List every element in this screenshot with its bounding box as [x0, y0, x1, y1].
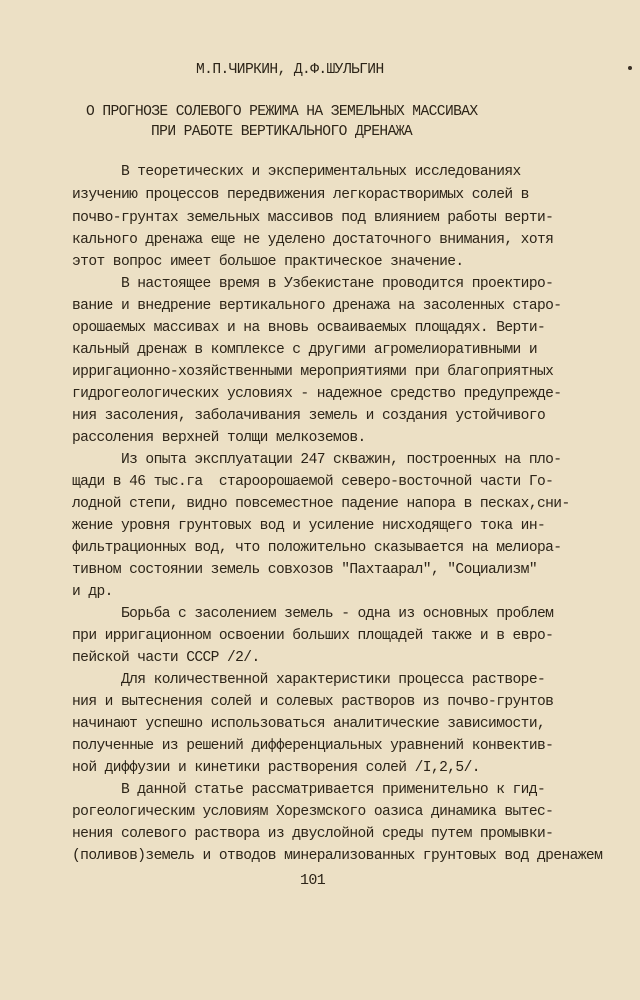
body-line: пейской части СССР /2/. — [72, 650, 260, 666]
body-line: при ирригационном освоении больших площадей также и в евро- — [72, 628, 554, 644]
body-line: Борьба с засолением земель - одна из основных проблем — [72, 606, 554, 622]
page-number: 101 — [300, 872, 326, 889]
body-line: почво-грунтах земельных массивов под влиянием работы верти- — [72, 210, 554, 226]
body-line: гидрогеологических условиях - надежное средство предупрежде- — [72, 386, 562, 402]
authors-line: М.П.ЧИРКИН, Д.Ф.ШУЛЬГИН — [196, 62, 384, 78]
body-line: этот вопрос имеет большое практическое значение. — [72, 254, 464, 270]
body-line: орошаемых массивах и на вновь осваиваемых площадях. Верти- — [72, 320, 546, 336]
body-line: фильтрационных вод, что положительно сказывается на мелиора- — [72, 540, 562, 556]
body-line: нения солевого раствора из двуслойной среды путем промывки- — [72, 826, 554, 842]
title-line-2: ПРИ РАБОТЕ ВЕРТИКАЛЬНОГО ДРЕНАЖА — [151, 124, 413, 140]
body-line: щади в 46 тыс.га староорошаемой северо-восточной части Го- — [72, 474, 554, 490]
body-line: Из опыта эксплуатации 247 скважин, построенных на пло- — [72, 452, 562, 468]
body-line: В данной статье рассматривается применительно к гид- — [72, 782, 546, 798]
body-line: В теоретических и экспериментальных исследованиях — [72, 164, 521, 180]
body-line: (поливов)земель и отводов минерализованных грунтовых вод дренажем — [72, 848, 603, 864]
body-line: Для количественной характеристики процесса растворе- — [72, 672, 546, 688]
body-line: и др. — [72, 584, 113, 600]
body-line: лодной степи, видно повсеместное падение напора в песках,сни- — [72, 496, 570, 512]
body-line: начинают успешно использоваться аналитические зависимости, — [72, 716, 546, 732]
ink-speck — [628, 66, 632, 70]
body-line: вание и внедрение вертикального дренажа на засоленных старо- — [72, 298, 562, 314]
body-line: ирригационно-хозяйственными мероприятиями при благоприятных — [72, 364, 554, 380]
body-line: ной диффузии и кинетики растворения солей /I,2,5/. — [72, 760, 480, 776]
body-line: кальный дренаж в комплексе с другими агромелиоративными и — [72, 342, 537, 358]
body-line: полученные из решений дифференциальных уравнений конвектив- — [72, 738, 554, 754]
body-line: изучению процессов передвижения легкорастворимых солей в — [72, 187, 529, 203]
title-line-1: О ПРОГНОЗЕ СОЛЕВОГО РЕЖИМА НА ЗЕМЕЛЬНЫХ МАССИВАХ — [86, 104, 478, 120]
body-line: ния и вытеснения солей и солевых растворов из почво-грунтов — [72, 694, 554, 710]
body-line: В настоящее время в Узбекистане проводится проектиро- — [72, 276, 554, 292]
body-line: жение уровня грунтовых вод и усиление нисходящего тока ин- — [72, 518, 546, 534]
body-line: рогеологическим условиям Хорезмского оазиса динамика вытес- — [72, 804, 554, 820]
body-line: кального дренажа еще не уделено достаточного внимания, хотя — [72, 232, 554, 248]
body-line: рассоления верхней толщи мелкоземов. — [72, 430, 366, 446]
body-line: ния засоления, заболачивания земель и создания устойчивого — [72, 408, 546, 424]
body-line: тивном состоянии земель совхозов "Пахтаарал", "Социализм" — [72, 562, 537, 578]
